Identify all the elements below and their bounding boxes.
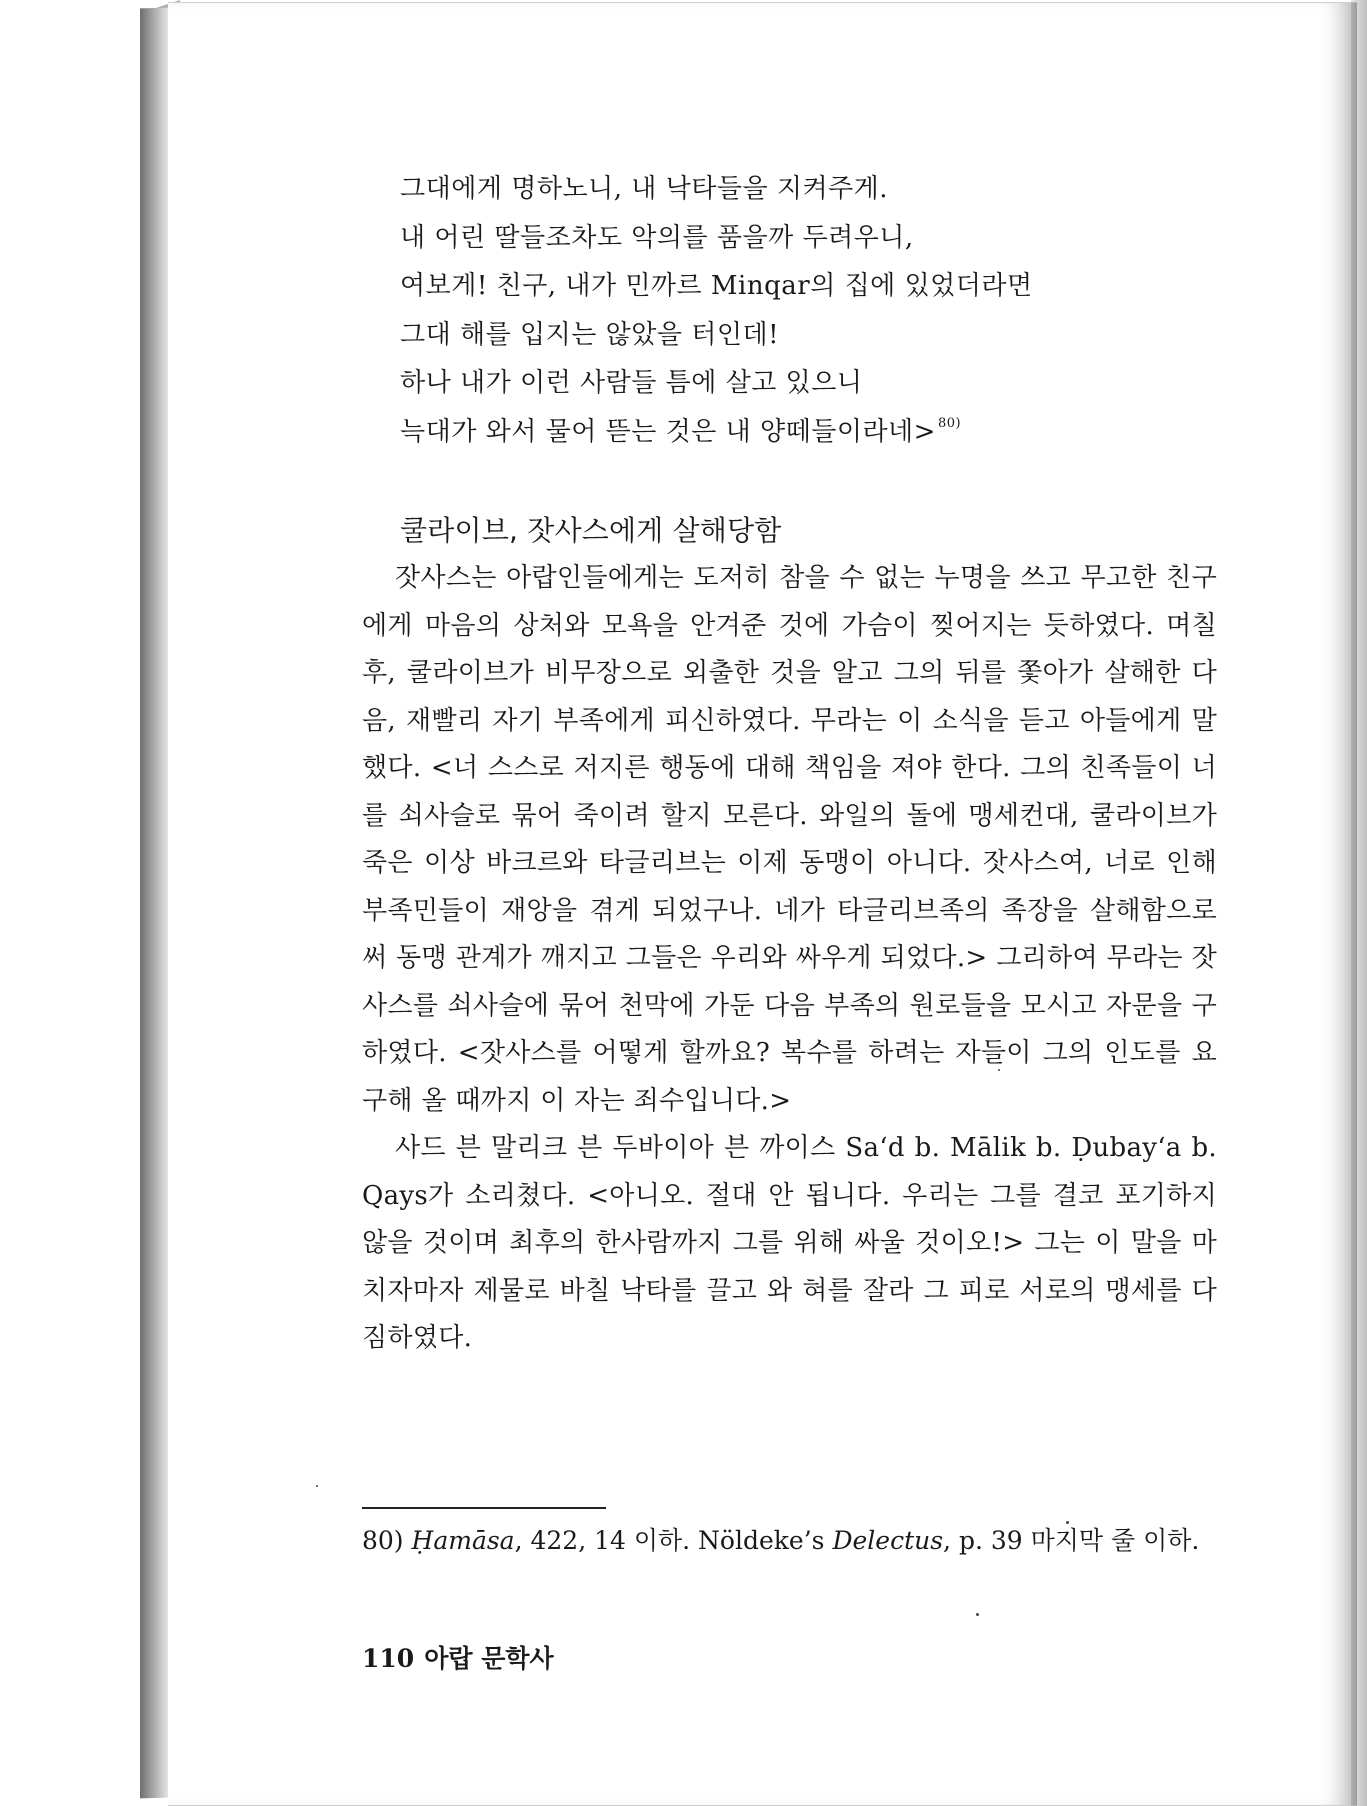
scan-speck (1066, 1521, 1069, 1524)
poem-line: 그대 해를 입지는 않았을 터인데! (400, 319, 780, 350)
page-folio (362, 1639, 554, 1675)
poem-line-text: 늑대가 와서 물어 뜯는 것은 내 양떼들이라네> (400, 416, 936, 447)
footnote (362, 1525, 1199, 1557)
page-edge-shadow (1351, 0, 1367, 1806)
section-heading: 쿨라이브, 잣사스에게 살해당함 (400, 514, 782, 547)
poem-line: 내 어린 딸들조차도 악의를 품을까 두려우니, (400, 222, 914, 253)
footnote-reference: 80) (937, 415, 962, 431)
body-text (362, 555, 1217, 1363)
footnote-number: 80) (362, 1526, 404, 1555)
poem-line: 그대에게 명하노니, 내 낙타들을 지켜주게. (400, 174, 889, 204)
footnote-source-ref: , 422, 14 이하. Nöldeke’s (514, 1526, 833, 1555)
book-page (168, 2, 1357, 1806)
poem-block (400, 165, 1033, 457)
poem-line: 하나 내가 이런 사람들 틈에 살고 있으니 (400, 368, 863, 399)
running-title: 아랍 문학사 (424, 1644, 554, 1673)
footnote-source-title: Ḥamāsa (411, 1526, 515, 1555)
body-paragraph: 잣사스는 아랍인들에게는 도저히 참을 수 없는 누명을 쓰고 무고한 친구에게 마음의 상처와 모욕을 안겨준 것에 가슴이 찢어지는 듯하였다. 며칠 후, 쿨라이브가 비무장으로 외출한 것을 알고 그의 뒤를 쫓아가 살해한 다음, 재빨리 자기 부족에게 피신하였다. 무라는 이 소식을 듣고 아들에게 말했다. <너 스스로 저지른 행동에 대해 책임을 져야 한다. 그의 친족들이 너를 쇠사슬로 묶어 죽이려 할지 모른다. 와일의 돌에 맹세컨대, 쿨라이브가 죽은 이상 바크르와 타글리브는 이제 동맹이 아니다. 잣사스여, 너로 인해 부족민들이 재앙을 겪게 되었구나. 네가 타글리브족의 족장을 살해함으로써 동맹 관계가 깨지고 그들은 우리와 싸우게 되었다.> 그리하여 무라는 잣사스를 쇠사슬에 묶어 천막에 가둔 다음 부족의 원로들을 모시고 자문을 구하였다. <잣사스를 어떻게 할까요? 복수를 하려는 자들이 그의 인도를 요구해 올 때까지 이 자는 죄수입니다.> (362, 563, 1217, 1116)
footnote-work-title: Delectus (832, 1526, 944, 1555)
scan-speck (998, 1069, 1000, 1071)
body-paragraph: 사드 븐 말리크 븐 두바이아 븐 까이스 Sa‘d b. Mālik b. Ḍubay‘a b. Qays가 소리쳤다. <아니오. 절대 안 됩니다. 우리는 그를 결코 포기하지 않을 것이며 최후의 한사람까지 그를 위해 싸울 것이오!> 그는 이 말을 마치자마자 제물로 바칠 낙타를 끌고 와 혀를 잘라 그 피로 서로의 맹세를 다짐하였다. (362, 1133, 1217, 1353)
poem-line-last (400, 408, 1033, 457)
book-spine (140, 8, 170, 1799)
footnote-work-ref: , p. 39 마지막 줄 이하. (943, 1526, 1200, 1555)
poem-line: 여보게! 친구, 내가 민까르 Minqar의 집에 있었더라면 (400, 271, 1033, 302)
page-number: 110 (362, 1644, 415, 1673)
scan-speck (976, 1613, 979, 1616)
scan-speck (316, 1485, 318, 1487)
footnote-divider (362, 1507, 606, 1509)
